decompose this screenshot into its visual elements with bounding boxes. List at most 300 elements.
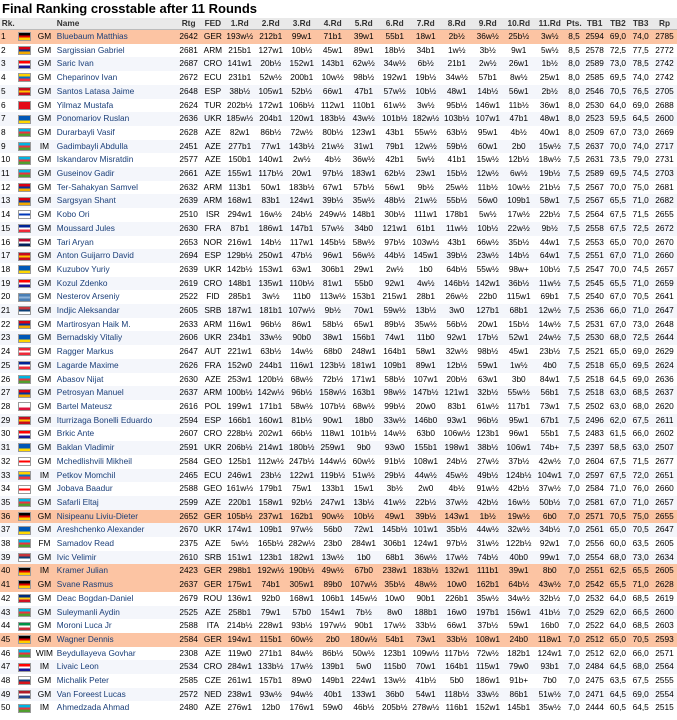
player-name-link[interactable]: Sargsyan Shant <box>56 195 116 206</box>
player-name-link[interactable]: Tari Aryan <box>56 236 94 247</box>
round-result-cell: 95w1 <box>477 126 498 137</box>
round-result-cell: 123b1 <box>383 647 407 658</box>
tb1-cell: 2564 <box>585 209 604 220</box>
tb2-cell: 68,0 <box>609 551 627 562</box>
round-result-cell: 27w½ <box>476 455 499 466</box>
rank-cell: 27 <box>1 387 11 398</box>
round-result-cell: 182w1 <box>289 551 314 562</box>
player-name-link[interactable]: Bluebaum Matthias <box>56 31 128 41</box>
round-result-cell: 150b1 <box>228 154 252 165</box>
tb2-cell: 69,5 <box>609 168 627 179</box>
round-result-cell: 197w½ <box>319 620 347 631</box>
column-header[interactable]: FED <box>202 18 225 30</box>
performance-cell: 2655 <box>655 209 674 220</box>
points-cell: 7,5 <box>568 387 580 398</box>
round-result-cell: 164b1 <box>445 661 469 672</box>
round-result-cell: 215b1 <box>228 44 252 55</box>
round-result-cell: 11w½ <box>445 222 468 233</box>
round-result-cell: 67b0 <box>354 565 373 576</box>
round-result-cell: 277b1 <box>228 140 252 151</box>
round-result-cell: 140w1 <box>258 154 283 165</box>
player-name-link[interactable]: Jobava Baadur <box>56 483 113 494</box>
round-result-cell: 147b1 <box>290 222 314 233</box>
performance-cell: 2703 <box>655 168 674 179</box>
round-result-cell: 34b½ <box>539 524 561 535</box>
rank-cell: 31 <box>1 442 11 453</box>
round-result-cell: 2w0 <box>418 483 434 494</box>
round-result-cell: 70w1 <box>415 661 436 672</box>
player-name-link[interactable]: Iskandarov Misratdin <box>56 154 134 165</box>
column-header[interactable]: Rk. <box>1 18 15 28</box>
points-cell: 8,0 <box>568 99 580 110</box>
federation-cell: GER <box>203 633 222 644</box>
tb3-cell: 72,0 <box>632 469 649 480</box>
player-name-link[interactable]: Wagner Dennis <box>56 633 114 644</box>
player-name-link[interactable]: Lagarde Maxime <box>56 359 119 370</box>
round-result-cell: 106w½ <box>443 428 471 439</box>
round-result-cell: 34b1 <box>416 44 435 55</box>
round-result-cell: 39w1 <box>353 31 374 41</box>
round-result-cell: 50w1 <box>260 181 281 192</box>
country-flag-icon <box>18 416 31 425</box>
round-result-cell: 154w1 <box>320 606 345 617</box>
round-result-cell: 116w1 <box>227 318 252 329</box>
title-cell: GM <box>37 195 52 206</box>
player-name-link[interactable]: Bernadskiy Vitaliy <box>56 332 123 343</box>
flag-cell <box>17 688 34 702</box>
round-result-cell: 204b1 <box>259 113 283 124</box>
round-result-cell: 69b1 <box>540 291 559 302</box>
round-result-cell: 97w½ <box>290 524 313 535</box>
round-result-cell: 164b1 <box>383 346 407 357</box>
column-header[interactable]: Rtg <box>176 18 202 30</box>
tb3-cell: 69,0 <box>632 373 649 384</box>
federation-cell: UKR <box>204 263 222 274</box>
round-result-cell: 48w1 <box>539 113 560 124</box>
player-name-link[interactable]: Kuzubov Yuriy <box>56 263 110 274</box>
title-cell: GM <box>37 373 52 384</box>
round-result-cell: 278w½ <box>412 702 440 713</box>
round-result-cell: 4b½ <box>324 154 341 165</box>
rank-cell: 8 <box>1 126 6 137</box>
rating-cell: 2694 <box>179 250 198 261</box>
round-result-cell: 49b½ <box>477 469 499 480</box>
round-result-cell: 38w1 <box>322 332 343 343</box>
column-header[interactable] <box>33 18 56 30</box>
round-result-cell: 107w½ <box>288 305 316 316</box>
player-name-link[interactable]: Ragger Markus <box>56 346 114 357</box>
country-flag-icon <box>18 210 31 219</box>
round-result-cell: 84w1 <box>539 373 560 384</box>
round-result-cell: 96b½ <box>291 387 313 398</box>
round-result-cell: 73w1 <box>539 400 560 411</box>
round-result-cell: 25b½ <box>508 31 530 41</box>
round-result-cell: 58w1 <box>415 346 436 357</box>
round-result-cell: 36w½ <box>476 31 499 41</box>
player-name-link[interactable]: Martirosyan Haik M. <box>56 318 131 329</box>
round-result-cell: 106b½ <box>289 99 315 110</box>
tb1-cell: 2589 <box>585 58 604 69</box>
column-header[interactable]: 6.Rd <box>379 18 410 30</box>
round-result-cell: 68b1 <box>509 305 528 316</box>
column-header[interactable]: TB2 <box>607 18 630 30</box>
table-row <box>0 167 677 181</box>
round-result-cell: 145w1 <box>413 250 438 261</box>
title-cell: GM <box>37 483 52 494</box>
country-flag-icon <box>18 663 31 672</box>
player-name-link[interactable]: Anton Guijarro David <box>56 250 134 261</box>
player-name-link[interactable]: Van Foreest Lucas <box>56 688 126 699</box>
player-name-link[interactable]: Mchedlishvili Mikheil <box>56 455 132 466</box>
round-result-cell: 163b1 <box>352 387 376 398</box>
round-result-cell: 97b½ <box>446 538 468 549</box>
round-result-cell: 284w1 <box>227 661 252 672</box>
table-row <box>0 578 677 592</box>
federation-cell: ARM <box>203 44 223 55</box>
player-name-link[interactable]: Abasov Nijat <box>56 373 104 384</box>
federation-cell: UKR <box>204 442 222 453</box>
player-name-link[interactable]: Sargissian Gabriel <box>56 44 125 55</box>
player-name-link[interactable]: Safarli Eltaj <box>56 496 99 507</box>
performance-cell: 2670 <box>655 236 674 247</box>
player-name-link[interactable]: Brkic Ante <box>56 428 95 439</box>
round-result-cell: 59w0 <box>322 702 343 713</box>
player-name-link[interactable]: Durarbayli Vasif <box>56 126 115 137</box>
player-name-link[interactable]: Yilmaz Mustafa <box>56 99 114 110</box>
round-result-cell: 143w1 <box>444 510 469 521</box>
round-result-cell: 162b1 <box>476 579 500 590</box>
points-cell: 7,5 <box>568 236 580 247</box>
player-name-link[interactable]: Deac Bogdan-Daniel <box>56 592 134 603</box>
federation-cell: AZE <box>204 606 221 617</box>
tb1-cell: 2512 <box>585 647 604 658</box>
round-result-cell: 135w1 <box>258 277 283 288</box>
rating-cell: 2607 <box>179 428 198 439</box>
column-header[interactable]: TB1 <box>583 18 607 30</box>
round-result-cell: 42w½ <box>538 455 561 466</box>
round-result-cell: 202w1 <box>258 428 283 439</box>
round-result-cell: 105b½ <box>227 510 253 521</box>
title-cell: GM <box>37 688 52 699</box>
tb3-cell: 68,5 <box>632 592 649 603</box>
tb1-cell: 2532 <box>585 592 604 603</box>
player-name-link[interactable]: Beydullayeva Govhar <box>56 647 136 658</box>
player-name-link[interactable]: Petkov Momchil <box>56 469 116 480</box>
title-cell: GM <box>37 414 52 425</box>
round-result-cell: 24b½ <box>291 209 313 220</box>
round-result-cell: 228b½ <box>227 428 253 439</box>
round-result-cell: 5w½ <box>416 154 435 165</box>
table-row <box>0 400 677 414</box>
round-result-cell: 52b½ <box>291 85 313 96</box>
round-result-cell: 81w1 <box>322 277 343 288</box>
federation-cell: AUT <box>204 346 222 357</box>
country-flag-icon <box>18 676 31 685</box>
column-header[interactable]: Pts. <box>566 18 582 28</box>
round-result-cell: 139b1 <box>321 661 345 672</box>
round-result-cell: 155w1 <box>227 168 252 179</box>
column-header[interactable]: 7.Rd <box>410 18 441 30</box>
points-cell: 7,5 <box>568 181 580 192</box>
round-result-cell: 231b1 <box>228 72 252 83</box>
round-result-cell: 9b0 <box>356 442 371 453</box>
round-result-cell: 14w½ <box>383 428 406 439</box>
tb3-cell: 74,0 <box>632 72 649 83</box>
player-name-link[interactable]: Bartel Mateusz <box>56 400 113 411</box>
round-result-cell: 35b½ <box>508 236 530 247</box>
round-result-cell: 56w0 <box>477 195 498 206</box>
points-cell: 8,5 <box>568 44 580 55</box>
round-result-cell: 205b½ <box>382 702 408 713</box>
round-result-cell: 2w½ <box>292 154 311 165</box>
tb1-cell: 2518 <box>585 373 604 384</box>
flag-cell <box>17 263 34 277</box>
tb2-cell: 70,0 <box>609 140 627 151</box>
column-header[interactable]: 3.Rd <box>286 18 317 30</box>
round-result-cell: 107b½ <box>320 400 346 411</box>
table-row <box>0 701 677 715</box>
rating-cell: 2375 <box>179 538 198 549</box>
round-result-cell: 96w1 <box>508 428 529 439</box>
round-result-cell: 194w1 <box>227 633 252 644</box>
flag-cell <box>17 674 34 688</box>
round-result-cell: 93w½ <box>259 688 282 699</box>
table-row <box>0 181 677 195</box>
player-name-link[interactable]: Baklan Vladimir <box>56 442 115 453</box>
rating-cell: 2626 <box>179 359 198 370</box>
country-flag-icon <box>18 608 31 617</box>
tb3-cell: 63,0 <box>632 442 649 453</box>
rating-cell: 2661 <box>179 168 198 179</box>
column-header[interactable] <box>17 18 34 30</box>
round-result-cell: 17w½ <box>290 661 313 672</box>
round-result-cell: 124w1 <box>413 538 438 549</box>
player-name-link[interactable]: Kozul Zdenko <box>56 277 108 288</box>
flag-cell <box>17 441 34 455</box>
points-cell: 7,0 <box>568 633 580 644</box>
round-result-cell: 127w1 <box>258 44 283 55</box>
player-name-link[interactable]: Nesterov Arseniy <box>56 291 120 302</box>
round-result-cell: 24w½ <box>538 332 561 343</box>
performance-cell: 2648 <box>655 318 674 329</box>
title-cell: IM <box>39 702 50 713</box>
round-result-cell: 106w1 <box>506 442 531 453</box>
country-flag-icon <box>18 361 31 370</box>
tb3-cell: 68,5 <box>632 620 649 631</box>
round-result-cell: 1b0 <box>418 263 433 274</box>
player-name-link[interactable]: Cheparinov Ivan <box>56 72 118 83</box>
federation-cell: ARM <box>203 181 223 192</box>
tb2-cell: 59,5 <box>609 113 627 124</box>
round-result-cell: 36w½ <box>352 154 375 165</box>
flag-cell <box>17 290 34 304</box>
round-result-cell: 122b½ <box>506 538 532 549</box>
round-result-cell: 57b0 <box>292 606 311 617</box>
player-name-link[interactable]: Petrosyan Manuel <box>56 387 124 398</box>
round-result-cell: 145b½ <box>382 524 408 535</box>
tb3-cell: 69,5 <box>632 359 649 370</box>
title-cell: GM <box>37 633 52 644</box>
points-cell: 7,0 <box>568 606 580 617</box>
tb1-cell: 2547 <box>585 263 604 274</box>
tb1-cell: 2594 <box>585 31 604 41</box>
player-name-link[interactable]: Iturrizaga Bonelli Eduardo <box>56 414 153 425</box>
tb2-cell: 60,0 <box>609 538 627 549</box>
column-header[interactable]: Name <box>56 18 176 30</box>
round-result-cell: 180b½ <box>289 442 315 453</box>
player-name-link[interactable]: Samadov Read <box>56 538 114 549</box>
round-result-cell: 66w1 <box>446 620 467 631</box>
tb1-cell: 2509 <box>585 126 604 137</box>
round-result-cell: 121w1 <box>444 387 469 398</box>
player-name-link[interactable]: Livaic Leon <box>56 661 99 672</box>
flag-cell <box>17 304 34 318</box>
title-cell: GM <box>37 359 52 370</box>
round-result-cell: 63b½ <box>260 346 282 357</box>
column-header[interactable]: 9.Rd <box>472 18 503 30</box>
round-result-cell: 63w1 <box>477 373 498 384</box>
tb2-cell: 62,5 <box>609 565 627 576</box>
round-result-cell: 17w½ <box>507 209 530 220</box>
round-result-cell: 259w1 <box>320 442 345 453</box>
tb3-cell: 67,5 <box>632 675 649 686</box>
points-cell: 7,5 <box>568 291 580 302</box>
federation-cell: AZE <box>204 154 221 165</box>
points-cell: 7,0 <box>568 620 580 631</box>
player-name-link[interactable]: Ivic Velimir <box>56 551 97 562</box>
points-cell: 7,5 <box>568 359 580 370</box>
flag-cell <box>17 660 34 674</box>
player-name-link[interactable]: Indjic Aleksandar <box>56 305 120 316</box>
column-header[interactable]: 1.Rd <box>224 18 255 30</box>
column-header[interactable]: 10.Rd <box>503 18 534 30</box>
column-header[interactable]: TB3 <box>629 18 652 30</box>
column-header[interactable]: 11.Rd <box>534 18 565 30</box>
rank-cell: 21 <box>1 305 11 316</box>
performance-cell: 2564 <box>655 661 674 672</box>
round-result-cell: 16w½ <box>259 209 282 220</box>
tb1-cell: 2531 <box>585 318 604 329</box>
round-result-cell: 109b1 <box>259 524 283 535</box>
table-row <box>0 318 677 332</box>
performance-cell: 2742 <box>655 72 674 83</box>
player-name-link[interactable]: Moroni Luca Jr <box>56 620 112 631</box>
tb3-cell: 71,0 <box>632 250 649 261</box>
federation-cell: CRO <box>203 428 223 439</box>
tb2-cell: 65,0 <box>609 359 627 370</box>
player-name-link[interactable]: Ahmedzada Ahmad <box>56 702 130 713</box>
round-result-cell: 93b½ <box>291 620 313 631</box>
round-result-cell: 123w1 <box>351 126 376 137</box>
column-header[interactable]: 4.Rd <box>317 18 348 30</box>
round-result-cell: 55b1 <box>540 428 559 439</box>
country-flag-icon <box>18 142 31 151</box>
round-result-cell: 15w½ <box>476 154 499 165</box>
round-result-cell: 2w½ <box>385 263 404 274</box>
column-header[interactable]: 8.Rd <box>441 18 472 30</box>
round-result-cell: 14b½ <box>260 236 282 247</box>
round-result-cell: 34w½ <box>507 592 530 603</box>
player-name-link[interactable]: Kobo Ori <box>56 209 90 220</box>
tb2-cell: 63,0 <box>609 387 627 398</box>
round-result-cell: 32b½ <box>539 592 561 603</box>
player-name-link[interactable]: Gadimbayli Abdulla <box>56 140 128 151</box>
round-result-cell: 124w1 <box>289 195 314 206</box>
tb3-cell: 74,5 <box>632 263 649 274</box>
round-result-cell: 14b½ <box>508 250 530 261</box>
rank-cell: 1 <box>1 31 6 41</box>
player-name-link[interactable]: Kramer Julian <box>56 565 108 576</box>
table-row <box>0 469 677 483</box>
title-cell: GM <box>37 675 52 686</box>
points-cell: 7,5 <box>568 400 580 411</box>
round-result-cell: 57w½ <box>321 222 344 233</box>
round-result-cell: 198w1 <box>444 442 469 453</box>
player-name-link[interactable]: Moussard Jules <box>56 222 115 233</box>
rating-cell: 2588 <box>179 620 198 631</box>
rating-cell: 2610 <box>179 551 198 562</box>
player-name-link[interactable]: Santos Latasa Jaime <box>56 85 135 96</box>
player-name-link[interactable]: Saric Ivan <box>56 58 94 69</box>
country-flag-icon <box>18 265 31 274</box>
column-header[interactable]: Rp <box>652 18 677 30</box>
rank-cell: 48 <box>1 675 11 686</box>
round-result-cell: 74b½ <box>477 551 499 562</box>
round-result-cell: 50w½ <box>352 647 375 658</box>
rank-cell: 24 <box>1 346 11 357</box>
federation-cell: UKR <box>204 113 222 124</box>
federation-cell: UKR <box>204 332 222 343</box>
flag-cell <box>17 359 34 373</box>
player-name-link[interactable]: Svane Rasmus <box>56 579 114 590</box>
player-name-link[interactable]: Ponomariov Ruslan <box>56 113 130 124</box>
points-cell: 7,0 <box>568 592 580 603</box>
tb3-cell: 69,0 <box>632 346 649 357</box>
rating-cell: 2594 <box>179 414 198 425</box>
player-name-link[interactable]: Michalik Peter <box>56 675 109 686</box>
round-result-cell: 117b½ <box>258 168 284 179</box>
round-result-cell: 306b1 <box>383 538 407 549</box>
player-name-link[interactable]: Areshchenko Alexander <box>56 524 145 535</box>
rank-cell: 38 <box>1 538 11 549</box>
performance-cell: 2657 <box>655 496 674 507</box>
table-row <box>0 606 677 620</box>
round-result-cell: 18b½ <box>384 44 406 55</box>
points-cell: 7,5 <box>568 318 580 329</box>
country-flag-icon <box>18 101 31 110</box>
round-result-cell: 158w1 <box>258 496 283 507</box>
player-name-link[interactable]: Nisipeanu Liviu-Dieter <box>56 510 138 521</box>
round-result-cell: 37b½ <box>508 455 530 466</box>
column-header[interactable]: 5.Rd <box>348 18 379 30</box>
tb2-cell: 62,0 <box>609 414 627 425</box>
performance-cell: 2555 <box>655 675 674 686</box>
round-result-cell: 56w1 <box>384 181 405 192</box>
player-name-link[interactable]: Suleymanli Aydin <box>56 606 120 617</box>
country-flag-icon <box>18 512 31 521</box>
performance-cell: 2731 <box>655 154 674 165</box>
round-result-cell: 20b½ <box>260 58 282 69</box>
tb2-cell: 64,5 <box>609 373 627 384</box>
round-result-cell: 45w1 <box>322 44 343 55</box>
player-name-link[interactable]: Guseinov Gadir <box>56 168 115 179</box>
column-header[interactable]: 2.Rd <box>255 18 286 30</box>
rank-cell: 7 <box>1 113 6 124</box>
tb3-cell: 64,5 <box>632 702 649 713</box>
round-result-cell: 190b½ <box>289 565 315 576</box>
player-name-link[interactable]: Ter-Sahakyan Samvel <box>56 181 138 192</box>
tb1-cell: 2554 <box>585 551 604 562</box>
